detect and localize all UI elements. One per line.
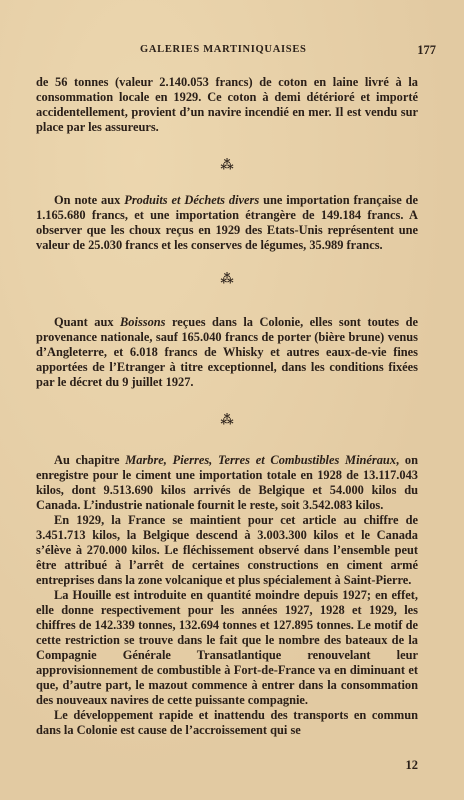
signature-mark: 12 (405, 758, 418, 772)
emphasis-combustibles: Marbre, Pierres, Terres et Combustibles Minéraux (125, 453, 397, 467)
paragraph-text: reçues dans la Colonie, elles sont toutes de provenance nationale, sauf 165.040 francs de porter (bière brune) venus d’Angleterre, et 6.018 francs de Whisky et autres eaux-de-vie fines apportées de l’Etranger à titre exceptionnel, dans les conditions fixées par le décret du 9 juillet 1927. (36, 315, 418, 389)
page-number: 177 (417, 43, 436, 57)
paragraph-text: Au chapitre (54, 453, 126, 467)
paragraph-ciment (36, 453, 418, 513)
paragraph-coton: de 56 tonnes (valeur 2.140.053 francs) de coton en laine livré à la consommation locale en 1929. Ce coton à demi détérioré et importé accidentellement, provient d’un navire incendié en mer. Il est vendu sur place par les assureurs. (36, 75, 418, 134)
emphasis-produits-dechets: Produits et Déchets divers (124, 193, 260, 207)
paragraph-produits-divers (36, 193, 418, 253)
section-separator: ⁂ (220, 157, 234, 172)
running-title: GALERIES MARTINIQUAISES (140, 44, 307, 55)
section-separator: ⁂ (220, 412, 234, 427)
paragraph-text: Quant aux (54, 315, 121, 329)
paragraph-text: On note aux (54, 193, 125, 207)
emphasis-boissons: Boissons (120, 315, 166, 329)
paragraph-ciment-1929: En 1929, la France se maintient pour cet article au chiffre de 3.451.713 kilos, la Belgique descend à 3.003.300 kilos et le Canada s’élève à 270.000 kilos. Le fléchissement observé dans l’ensemble peut être attribué à l’arrêt de certaines constructions en ciment armé entreprises dans la zone volcanique et plus spécialement à Saint-Pierre. (36, 513, 418, 587)
paragraph-boissons (36, 315, 418, 390)
section-separator: ⁂ (220, 271, 234, 286)
paragraph-text: , on enregistre pour le ciment une importation totale en 1928 de 13.117.043 kilos, dont 9.513.690 kilos arrivés de Belgique et 54.000 kilos du Canada. L’industrie nationale fournit le reste, soit 3.542.083 kilos. (36, 453, 418, 512)
paragraph-transports: Le développement rapide et inattendu des transports en commun dans la Colonie est cause de l’accroissement qui se (36, 708, 418, 737)
paragraph-houille: La Houille est introduite en quantité moindre depuis 1927; en effet, elle donne respectivement pour les années 1927, 1928 et 1929, les chiffres de 142.339 tonnes, 132.694 tonnes et 127.895 tonnes. Le motif de cette restriction se trouve dans le fait que le nombre des bateaux de la Compagnie Générale Transatlantique renouvelant leur approvisionnement de combustible à Fort-de-France va en diminuant et que, d’autre part, le mazout commence à entrer dans la consommation des nouveaux navires de cette puissante compagnie. (36, 588, 418, 707)
running-head (20, 44, 440, 58)
paragraph-text: une importation française de 1.165.680 francs, et une importation étrangère de 149.184 francs. A observer que les choux reçus en 1929 des Etats-Unis représentent une valeur de 25.030 francs et les conserves de légumes, 35.989 francs. (36, 193, 418, 252)
page-body (36, 75, 418, 738)
